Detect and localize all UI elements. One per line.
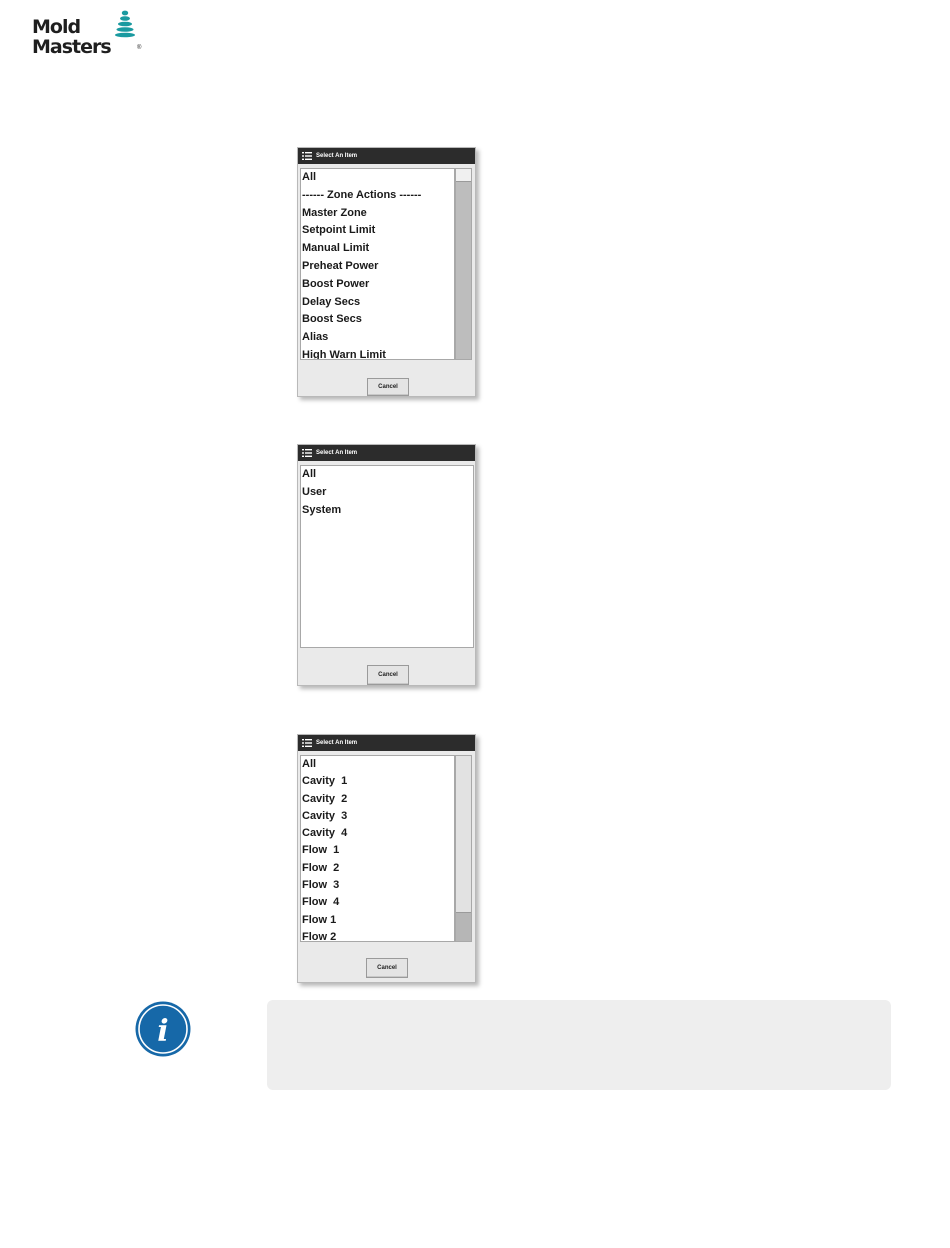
logo-word-masters: Masters <box>32 36 111 58</box>
note-panel <box>267 1000 891 1090</box>
scrollbar-thumb[interactable] <box>456 169 471 182</box>
trademark-symbol: ® <box>137 45 142 51</box>
logo-mark-icon <box>114 10 136 42</box>
item-listbox[interactable] <box>300 168 455 360</box>
select-item-dialog-zone-actions <box>297 147 476 397</box>
list-item[interactable]: Flow 2 <box>302 930 337 942</box>
scrollbar-track[interactable] <box>456 913 471 941</box>
scrollbar-thumb[interactable] <box>456 756 471 913</box>
cancel-button[interactable]: Cancel <box>367 378 409 396</box>
list-item[interactable]: Boost Power <box>302 277 370 290</box>
dialog-title: Select An Item <box>316 740 358 746</box>
list-item[interactable]: Cavity 4 <box>302 827 348 840</box>
list-item[interactable]: Alias <box>302 331 329 344</box>
info-icon <box>134 1000 192 1058</box>
dialog-title: Select An Item <box>316 450 358 456</box>
list-icon <box>302 739 312 747</box>
mold-masters-logo <box>32 10 144 56</box>
list-item[interactable]: All <box>302 758 317 770</box>
cancel-button[interactable]: Cancel <box>367 665 409 685</box>
list-item[interactable]: ------ Zone Actions ------ <box>302 188 422 201</box>
select-item-dialog-user-system <box>297 444 476 686</box>
list-item[interactable]: All <box>302 468 317 480</box>
item-listbox[interactable] <box>300 465 474 648</box>
list-icon <box>302 152 312 160</box>
list-item[interactable]: Flow 4 <box>302 896 340 909</box>
list-item[interactable]: Setpoint Limit <box>302 224 376 237</box>
list-item[interactable]: System <box>302 503 342 516</box>
list-item[interactable]: Flow 1 <box>302 913 337 926</box>
list-item[interactable]: Cavity 2 <box>302 792 348 805</box>
logo-word-mold: Mold <box>32 16 81 38</box>
dialog-title: Select An Item <box>316 153 358 159</box>
list-item[interactable]: All <box>302 171 317 183</box>
list-item[interactable]: Flow 3 <box>302 879 340 892</box>
list-item[interactable]: High Warn Limit <box>302 348 386 360</box>
list-item[interactable]: Cavity 3 <box>302 809 348 822</box>
list-item[interactable]: User <box>302 485 327 498</box>
list-item[interactable]: Manual Limit <box>302 242 370 255</box>
list-item[interactable]: Boost Secs <box>302 313 362 326</box>
item-listbox[interactable] <box>300 755 455 942</box>
vertical-scrollbar[interactable] <box>455 168 472 360</box>
list-item[interactable]: Flow 1 <box>302 844 340 857</box>
svg-text:i: i <box>157 1014 169 1049</box>
list-item[interactable]: Delay Secs <box>302 295 361 308</box>
dialog-titlebar <box>298 735 475 751</box>
list-item[interactable]: Master Zone <box>302 206 367 219</box>
list-icon <box>302 449 312 457</box>
list-item[interactable]: Preheat Power <box>302 259 379 272</box>
select-item-dialog-cavity-flow <box>297 734 476 983</box>
dialog-titlebar <box>298 148 475 164</box>
cancel-button[interactable]: Cancel <box>366 958 408 978</box>
list-item[interactable]: Cavity 1 <box>302 775 348 788</box>
vertical-scrollbar[interactable] <box>455 755 472 942</box>
dialog-titlebar <box>298 445 475 461</box>
list-item[interactable]: Flow 2 <box>302 861 340 874</box>
